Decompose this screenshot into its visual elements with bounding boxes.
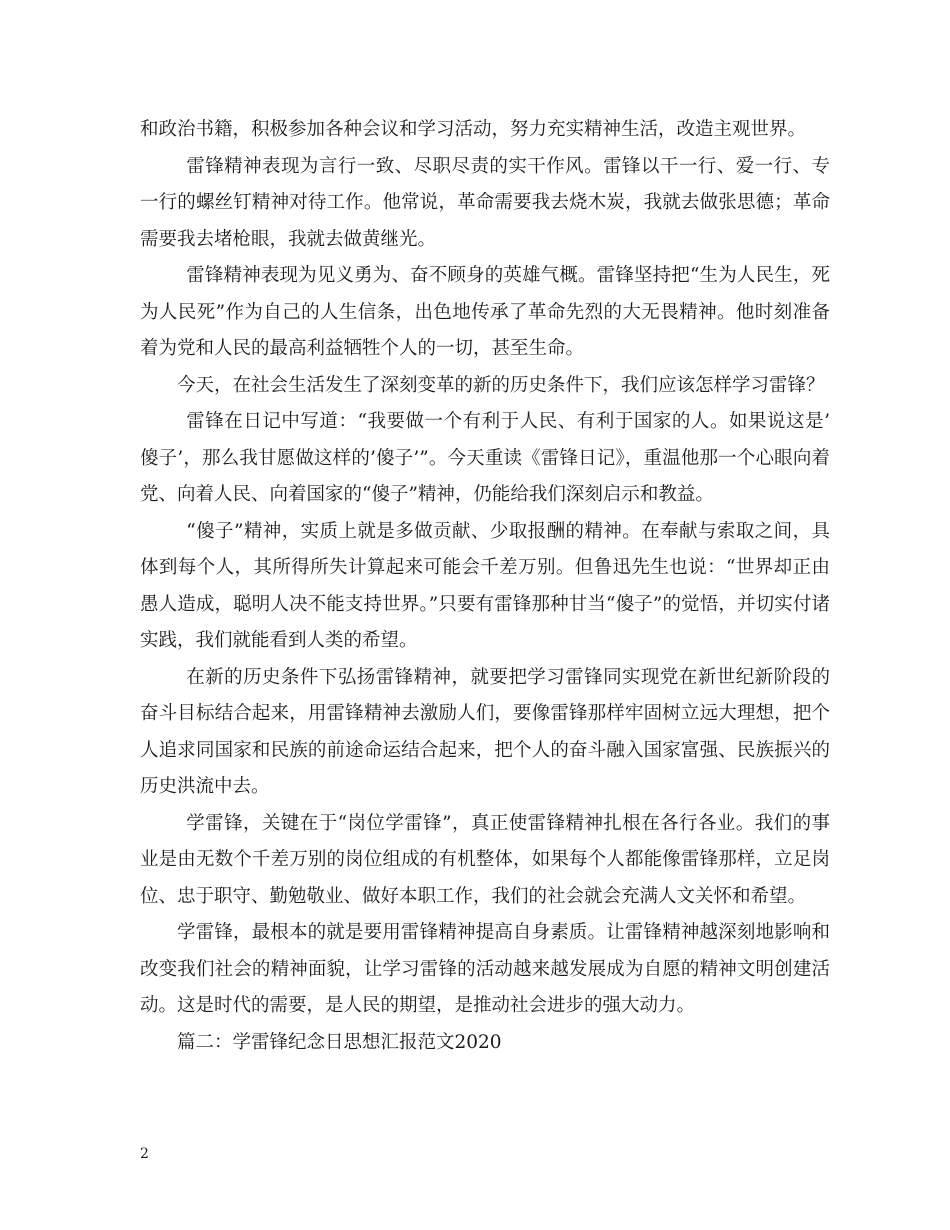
paragraph-new-conditions: 在新的历史条件下弘扬雷锋精神，就要把学习雷锋同实现党在新世纪新阶段的奋斗目标结合起来，用雷锋精神去激励人们，要像雷锋那样牢固树立远大理想，把个人追求同国家和民族的前途命运结合起来，把个人的奋斗融入国家富强、民族振兴的历史洪流中去。 (140, 666, 830, 797)
paragraph-self-quality: 学雷锋，最根本的就是要用雷锋精神提高自身素质。让雷锋精神越深刻地影响和改变我们社会的精神面貌，让学习雷锋的活动越来越发展成为自愿的精神文明创建活动。这是时代的需要，是人民的期望，是推动社会进步的强大动力。 (140, 922, 830, 1016)
section-heading-part-two: 篇二：学雷锋纪念日思想汇报范文2020 (177, 1031, 502, 1053)
paragraph-practical-style: 雷锋精神表现为言行一致、尽职尽责的实干作风。雷锋以干一行、爱一行、专一行的螺丝钉精神对待工作。他常说，革命需要我去烧木炭，我就去做张思德；革命需要我去堵枪眼，我就去做黄继光。 (140, 155, 830, 250)
document-body (140, 112, 830, 1061)
paragraph-continued: 和政治书籍，积极参加各种会议和学习活动，努力充实精神生活，改造主观世界。 (140, 119, 807, 140)
paragraph-diary: 雷锋在日记中写道：“我要做一个有利于人民、有利于国家的人。如果说这是’傻子’，那么我甘愿做这样的’傻子’”。今天重读《雷锋日记》，重温他那一个心眼向着党、向着人民、向着国家的“傻子”精神，仍能给我们深刻启示和教益。 (140, 411, 830, 505)
page-number: 2 (140, 1146, 149, 1162)
paragraph-heroic-spirit: 雷锋精神表现为见义勇为、奋不顾身的英雄气概。雷锋坚持把“生为人民生，死为人民死”作为自己的人生信条，出色地传承了革命先烈的大无畏精神。他时刻准备着为党和人民的最高利益牺牲个人的一切，甚至生命。 (140, 265, 830, 359)
paragraph-fool-spirit: “傻子”精神，实质上就是多做贡献、少取报酬的精神。在奉献与索取之间，具体到每个人，其所得所失计算起来可能会千差万别。但鲁迅先生也说：“世界却正由愚人造成，聪明人决不能支持世界。”只要有雷锋那种甘当“傻子”的觉悟，并切实付诸实践，我们就能看到人类的希望。 (140, 520, 830, 651)
paragraph-post-learning: 学雷锋，关键在于“岗位学雷锋”，真正使雷锋精神扎根在各行各业。我们的事业是由无数个千差万别的岗位组成的有机整体，如果每个人都能像雷锋那样，立足岗位、忠于职守、勤勉敬业、做好本职工作，我们的社会就会充满人文关怀和希望。 (140, 812, 830, 907)
paragraph-question: 今天，在社会生活发生了深刻变革的新的历史条件下，我们应该怎样学习雷锋？ (177, 374, 825, 396)
